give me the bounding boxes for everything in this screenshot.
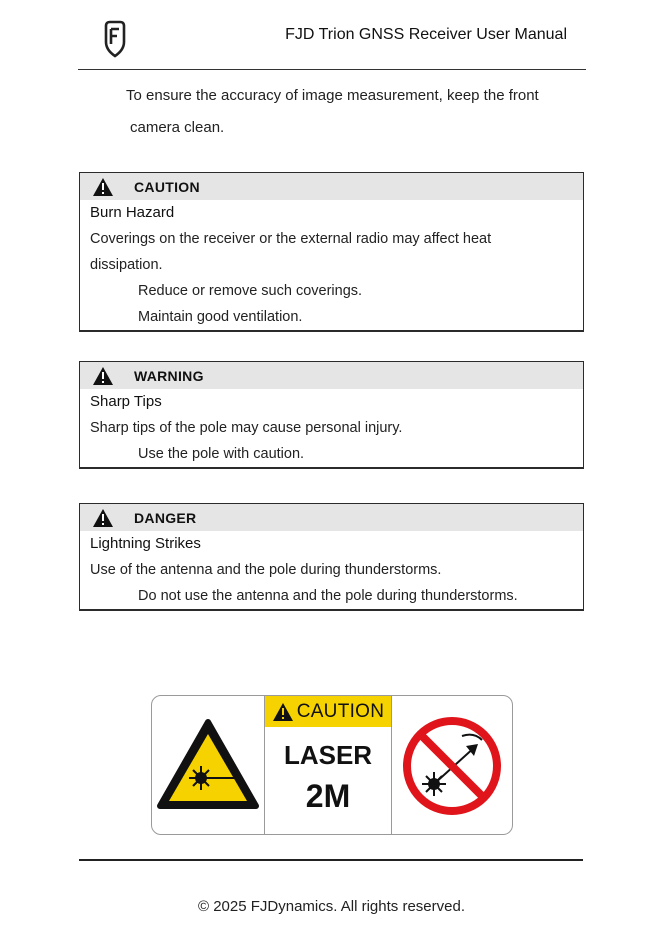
- caution-level-label: CAUTION: [134, 178, 200, 195]
- document-title: FJD Trion GNSS Receiver User Manual: [285, 26, 567, 43]
- warning-notice: [79, 361, 584, 469]
- caution-action-item: Reduce or remove such coverings.: [138, 283, 363, 299]
- danger-title: Lightning Strikes: [90, 535, 201, 552]
- caution-text-line: dissipation.: [90, 257, 163, 273]
- intro-line-2: camera clean.: [130, 119, 225, 136]
- laser-hazard-icon: [152, 696, 264, 834]
- laser-text: LASER: [283, 740, 373, 770]
- warning-triangle-icon: [92, 508, 114, 528]
- laser-caution-text: CAUTION: [296, 700, 385, 722]
- intro-paragraph: [126, 80, 566, 144]
- footer-divider: [79, 859, 583, 861]
- laser-class-panel: [265, 696, 392, 834]
- danger-notice: [79, 503, 584, 611]
- warning-triangle-icon: [92, 366, 114, 386]
- danger-text-line: Use of the antenna and the pole during thunderstorms.: [90, 562, 442, 578]
- fjd-logo-icon: [104, 20, 126, 58]
- laser-caution-banner: [265, 696, 391, 727]
- warning-action-item: Use the pole with caution.: [138, 446, 305, 462]
- no-staring-into-beam-icon: [392, 696, 512, 834]
- header-divider: [78, 69, 586, 70]
- caution-notice: [79, 172, 584, 332]
- laser-class-text: 2M: [305, 778, 351, 814]
- laser-warning-label: [151, 695, 513, 835]
- warning-notice-header: [80, 362, 583, 389]
- intro-line-1: To ensure the accuracy of image measurement, keep the front: [126, 87, 539, 104]
- danger-notice-header: [80, 504, 583, 531]
- warning-title: Sharp Tips: [90, 393, 162, 410]
- danger-action-item: Do not use the antenna and the pole during thunderstorms.: [138, 588, 518, 604]
- warning-level-label: WARNING: [134, 367, 204, 384]
- caution-title: Burn Hazard: [90, 204, 175, 221]
- warning-text-line: Sharp tips of the pole may cause personal injury.: [90, 420, 403, 436]
- copyright-text: © 2025 FJDynamics. All rights reserved.: [198, 898, 465, 915]
- caution-notice-header: [80, 173, 583, 200]
- no-staring-panel: [392, 696, 512, 834]
- laser-hazard-panel: [152, 696, 265, 834]
- caution-text-line: Coverings on the receiver or the external radio may affect heat: [90, 231, 492, 247]
- warning-triangle-icon: [92, 177, 114, 197]
- danger-level-label: DANGER: [134, 509, 197, 526]
- caution-action-item: Maintain good ventilation.: [138, 309, 303, 325]
- warning-triangle-icon: [272, 702, 294, 722]
